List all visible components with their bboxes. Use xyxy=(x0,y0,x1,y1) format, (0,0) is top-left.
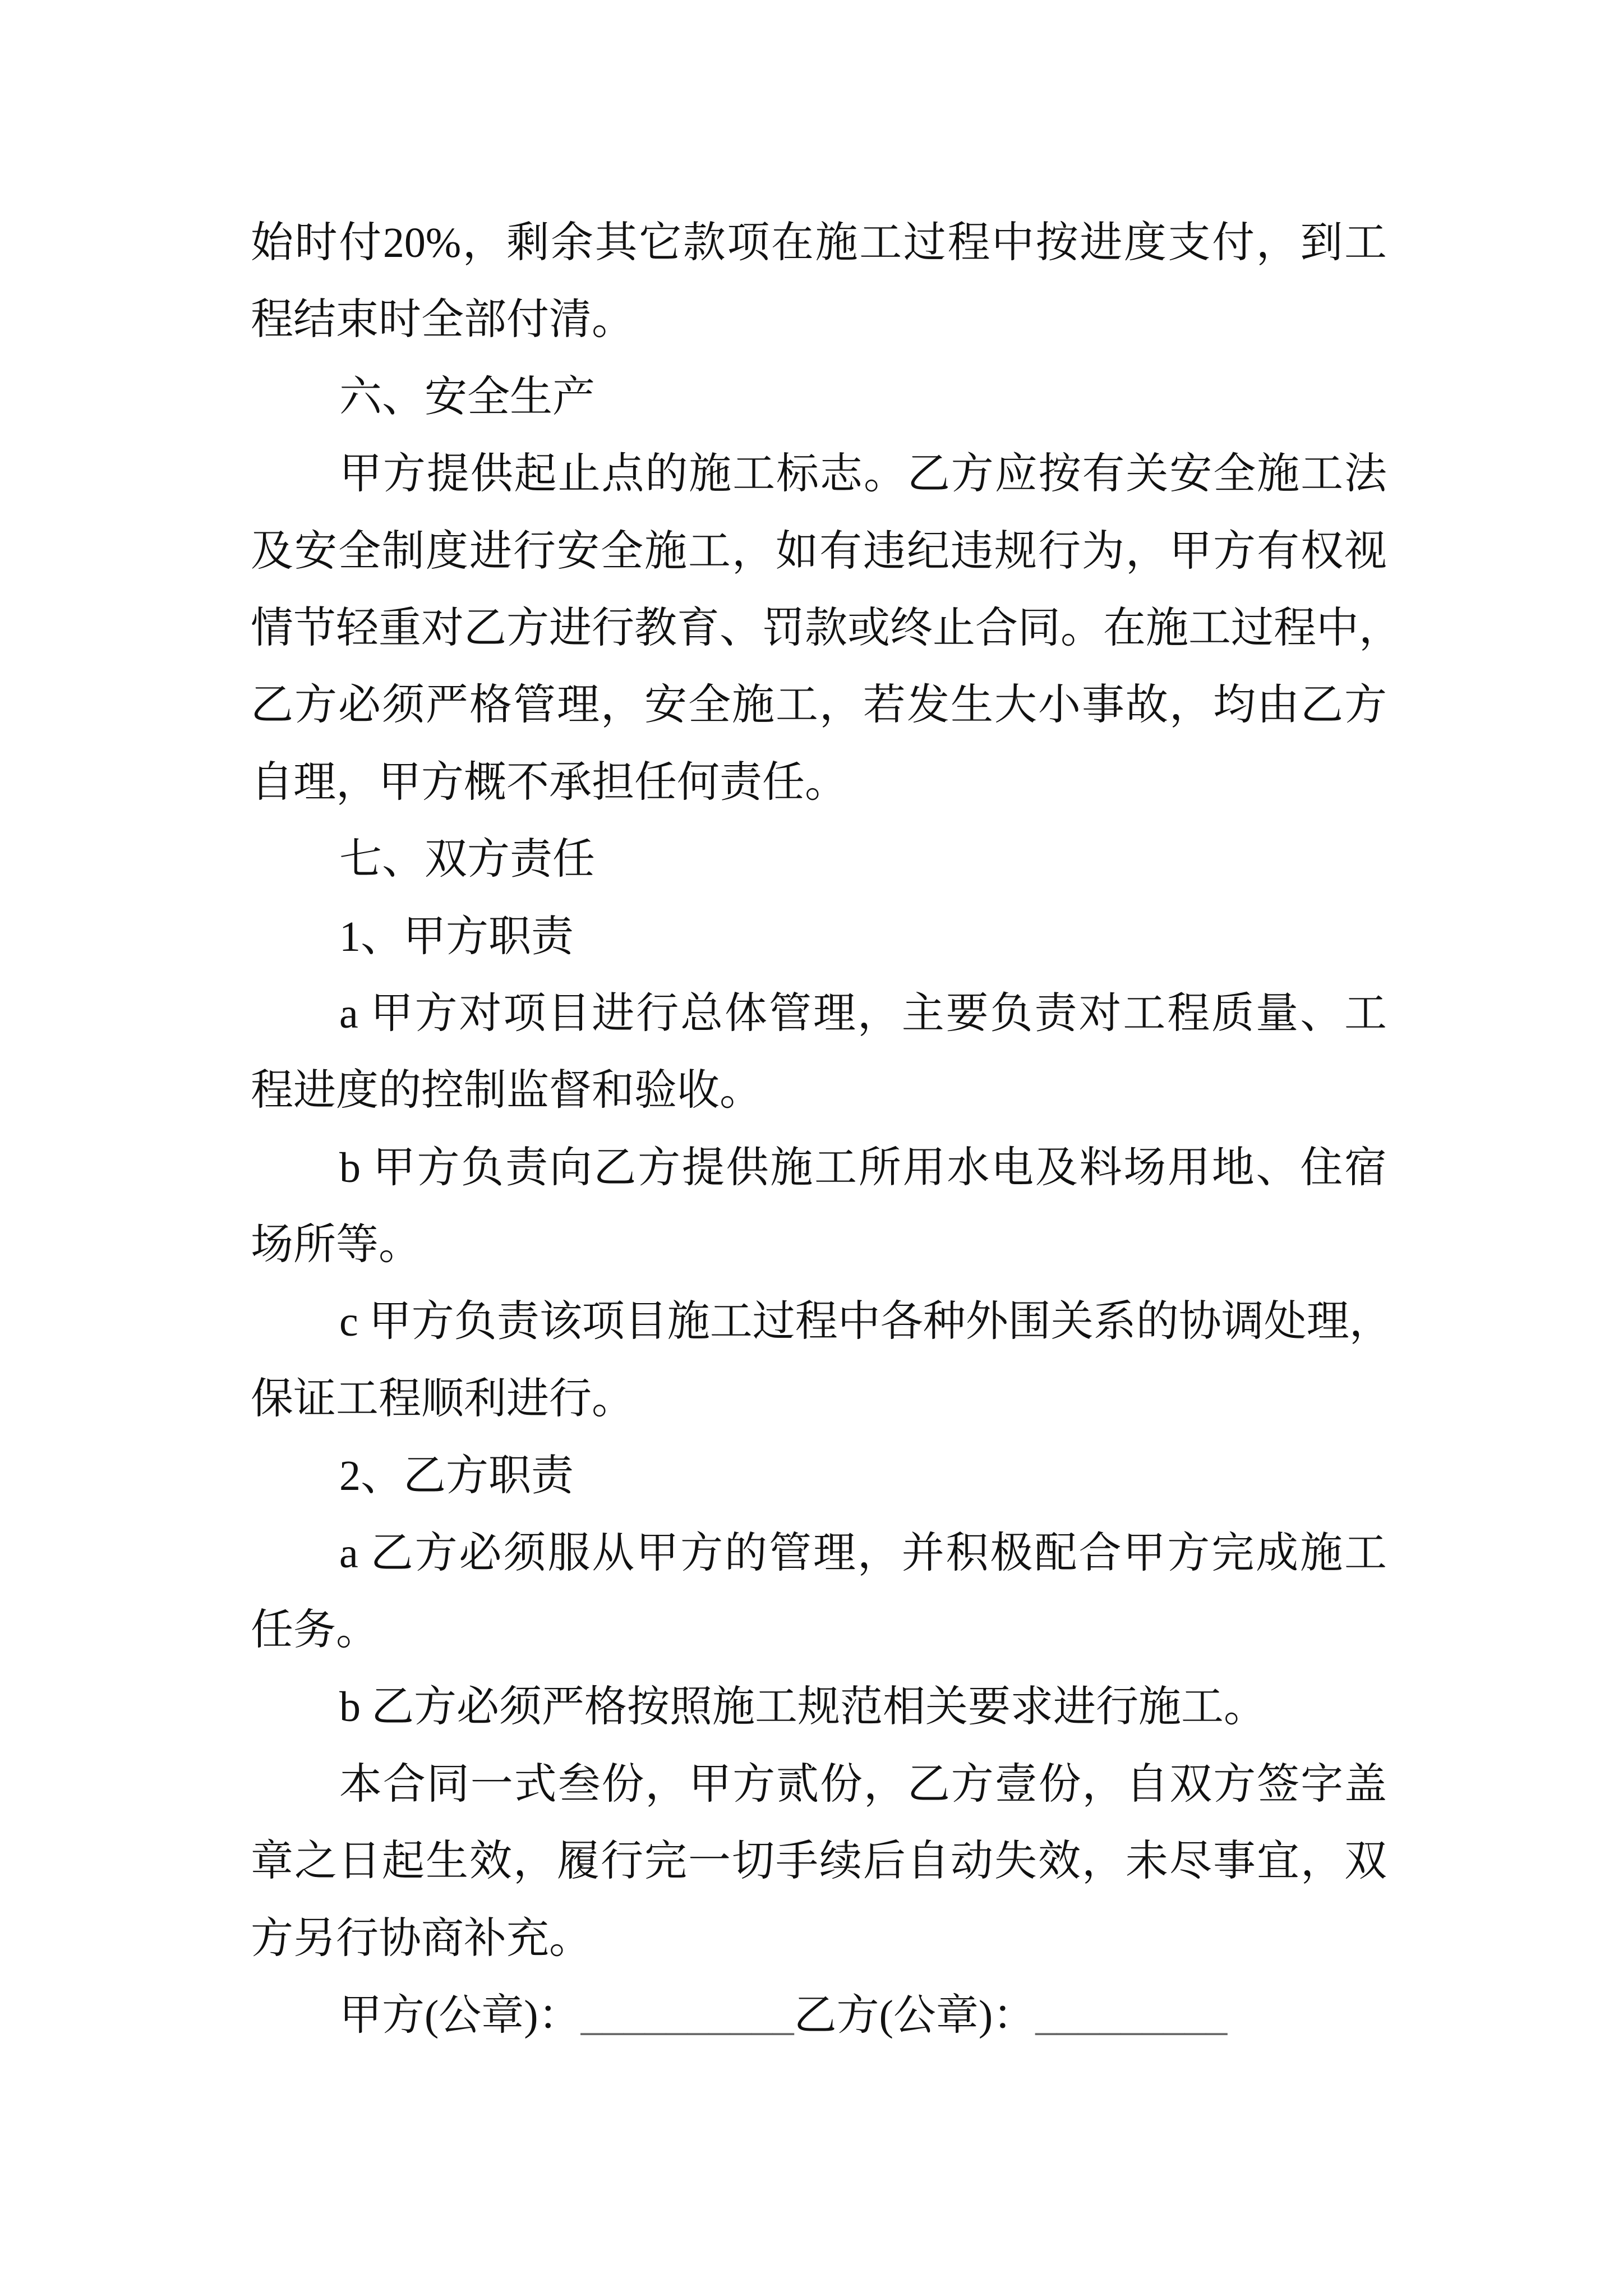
paragraph-payment-terms xyxy=(251,205,1387,359)
text-line: 1、甲方职责 xyxy=(339,913,574,960)
text-line: 保证工程顺利进行。 xyxy=(251,1375,634,1423)
text-line: 章之日起生效，履行完一切手续后自动失效，未尽事宜，双 xyxy=(251,1838,1387,1885)
party-a-seal-label: 甲方(公章)： xyxy=(339,1991,581,2039)
text-line: 乙方必须严格管理，安全施工，若发生大小事故，均由乙方 xyxy=(251,682,1387,729)
text-line: a 乙方必须服从甲方的管理，并积极配合甲方完成施工 xyxy=(339,1529,1387,1577)
text-line: 本合同一式叁份，甲方贰份，乙方壹份，自双方签字盖 xyxy=(339,1760,1387,1808)
text-line: 始时付20%，剩余其它款项在施工过程中按进度支付，到工 xyxy=(251,219,1387,266)
clause-party-b-b xyxy=(251,1669,1387,1746)
text-line: 自理，甲方概不承担任何责任。 xyxy=(251,758,847,806)
paragraph-safety xyxy=(251,436,1401,821)
text-line: c 甲方负责该项目施工过程中各种外围关系的协调处理， xyxy=(339,1298,1392,1346)
party-a-seal-blank: __________ xyxy=(580,1991,794,2039)
section-heading-safety xyxy=(251,359,1387,436)
text-line: 程进度的控制监督和验收。 xyxy=(251,1067,762,1115)
text-line: 任务。 xyxy=(251,1607,379,1654)
text-line: b 甲方负责向乙方提供施工所用水电及料场用地、住宿 xyxy=(339,1144,1387,1191)
party-b-seal-blank: _________ xyxy=(1035,1991,1228,2039)
text-line: 及安全制度进行安全施工，如有违纪违规行为，甲方有权视 xyxy=(251,527,1387,575)
text-line: 六、安全生产 xyxy=(339,373,595,421)
text-line: 甲方提供起止点的施工标志。乙方应按有关安全施工法 xyxy=(339,450,1387,498)
subheading-party-b-duties xyxy=(251,1438,1387,1515)
text-line: b 乙方必须严格按照施工规范相关要求进行施工。 xyxy=(339,1683,1266,1731)
text-line: 情节轻重对乙方进行教育、罚款或终止合同。在施工过程中， xyxy=(251,604,1401,652)
clause-party-a-a xyxy=(251,976,1387,1130)
text-line: 程结束时全部付清。 xyxy=(251,296,634,344)
paragraph-copies-validity xyxy=(251,1746,1387,1977)
text-line: a 甲方对项目进行总体管理，主要负责对工程质量、工 xyxy=(339,990,1387,1037)
clause-party-a-b xyxy=(251,1130,1387,1284)
text-line: 场所等。 xyxy=(251,1221,421,1269)
text-line: 七、双方责任 xyxy=(339,836,595,884)
text-line: 2、乙方职责 xyxy=(339,1452,574,1500)
contract-body xyxy=(251,205,1401,2054)
section-heading-responsibilities xyxy=(251,821,1387,898)
signature-block xyxy=(251,1977,1387,2054)
clause-party-b-a xyxy=(251,1515,1387,1669)
signature-line xyxy=(251,1977,1387,2054)
clause-party-a-c xyxy=(251,1283,1392,1438)
subheading-party-a-duties xyxy=(251,899,1387,976)
text-line: 方另行协商补充。 xyxy=(251,1915,592,1962)
party-b-seal-label: 乙方(公章)： xyxy=(794,1991,1036,2039)
